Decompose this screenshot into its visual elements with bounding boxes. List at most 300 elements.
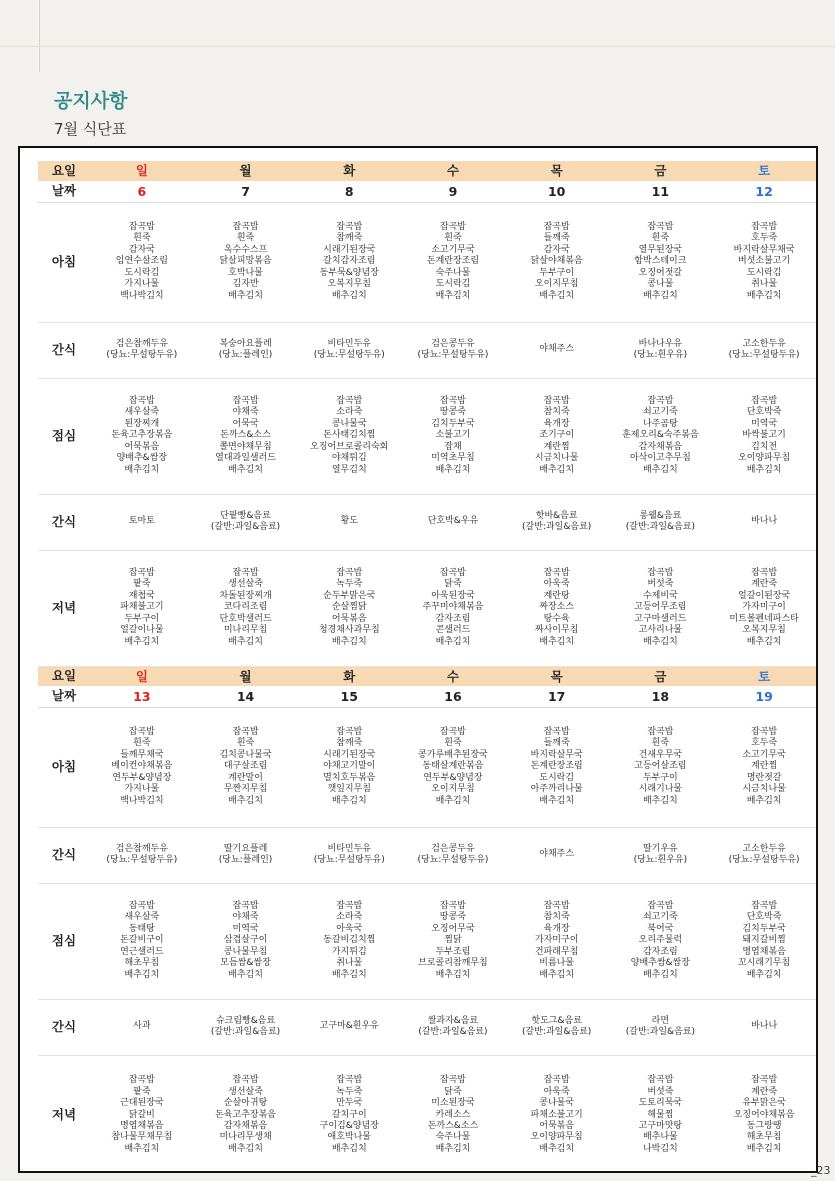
weekday-label: 요일 (38, 161, 90, 181)
menu-item: 도시락김 (746, 267, 782, 278)
menu-item: 도시락김 (435, 279, 471, 290)
menu-item: 김치전 (751, 441, 778, 452)
menu-item: 연두부&양념장 (423, 772, 483, 783)
menu-item: 얼갈이나물 (120, 625, 164, 636)
menu-item: 백나박김치 (120, 795, 164, 806)
weekday-cell: 수 (401, 666, 505, 686)
menu-item: 가지나물 (124, 279, 160, 290)
menu-item: 잡곡밥 (647, 727, 674, 738)
menu-item: 잡곡밥 (751, 568, 778, 579)
menu-item: 배추김치 (642, 464, 678, 475)
menu-item: 찜닭 (444, 935, 462, 946)
menu-item: 청경채사과무침 (318, 625, 380, 636)
menu-item: 배추김치 (435, 1143, 471, 1154)
date-cell: 12 (712, 181, 816, 202)
menu-item: 돈육고추장볶음 (215, 1109, 276, 1120)
menu-item: 계란죽 (751, 579, 778, 590)
menu-item: 잡곡밥 (336, 396, 363, 407)
menu-item: (갈반:과일&음료) (210, 1027, 281, 1037)
menu-item: 딸기요플레 (223, 843, 268, 854)
breakfast-cell (609, 202, 713, 322)
menu-item: 계란찜 (751, 761, 778, 772)
weekday-cell: 일 (90, 666, 194, 686)
menu-item: 잡곡밥 (232, 901, 259, 912)
menu-item: 오이양파무침 (738, 453, 791, 464)
snack1-cell (90, 827, 194, 883)
snack1-cell (401, 322, 505, 378)
menu-item: 배추김치 (124, 1143, 160, 1154)
menu-frame (18, 146, 818, 1173)
menu-item: 핫도그&음료 (531, 1015, 582, 1026)
menu-item: 동부묵&양념장 (319, 267, 379, 278)
snack1-label: 간식 (38, 827, 90, 883)
breakfast-cell (712, 707, 816, 827)
menu-item: 소불고기 (435, 430, 471, 441)
menu-item: 잡곡밥 (543, 568, 570, 579)
dinner-cell (297, 1055, 401, 1175)
menu-item: 시금치나물 (534, 453, 579, 464)
menu-item: 들깨죽 (543, 233, 570, 244)
menu-item: 두부구이 (124, 613, 160, 624)
menu-item: 숙주나물 (435, 1132, 471, 1143)
menu-item: 잡곡밥 (751, 901, 778, 912)
date-row (38, 181, 816, 202)
weekday-cell: 화 (297, 161, 401, 181)
menu-item: 순두부맑은국 (323, 590, 376, 601)
dinner-cell (505, 550, 609, 666)
menu-item: 검은콩두유 (431, 843, 475, 854)
menu-item: 복숭아요플레 (219, 338, 272, 349)
snack2-row (38, 494, 816, 550)
menu-item: 호박나물 (228, 267, 263, 278)
dinner-cell (90, 550, 194, 666)
snack2-cell (90, 999, 194, 1055)
menu-item: 잡곡밥 (751, 222, 778, 233)
menu-item: 배추김치 (642, 636, 678, 647)
menu-item: 흰죽 (651, 233, 670, 244)
lunch-cell (297, 883, 401, 999)
snack2-cell (712, 999, 816, 1055)
menu-item: 라면 (651, 1015, 670, 1026)
lunch-cell (609, 883, 713, 999)
menu-item: 잡채 (444, 441, 462, 452)
menu-item: (당뇨:무설탕두유) (728, 350, 800, 360)
menu-item: 얼갈이된장국 (738, 590, 791, 601)
menu-item: 해물찜 (647, 1109, 674, 1120)
menu-item: 잡곡밥 (543, 727, 570, 738)
snack1-cell (194, 322, 298, 378)
menu-item: 흰죽 (133, 738, 151, 749)
weekday-cell: 월 (194, 666, 298, 686)
snack1-row (38, 322, 816, 378)
menu-item: 콩나물 (647, 279, 674, 290)
menu-item: 고소한두유 (742, 338, 786, 349)
lunch-cell (505, 378, 609, 494)
menu-item: 동갈비김치찜 (323, 935, 376, 946)
menu-item: (갈반:과일&음료) (625, 1027, 695, 1037)
menu-item: 어묵볶음 (331, 613, 367, 624)
menu-item: 단팥빵&음료 (220, 510, 271, 521)
menu-item: 배추김치 (642, 969, 678, 980)
lunch-cell (194, 883, 298, 999)
menu-item: 닭살야채볶음 (530, 256, 583, 267)
menu-item: 야채고기말이 (323, 761, 376, 772)
menu-item: 잡곡밥 (232, 727, 259, 738)
menu-item: 오이지무침 (431, 784, 475, 795)
menu-item: 쌀과자&음료 (427, 1015, 479, 1026)
menu-item: 닭갈비 (128, 1109, 155, 1120)
menu-item: 어묵볶음 (124, 441, 160, 452)
menu-item: (당뇨:무설탕두유) (313, 855, 385, 865)
menu-item: 열무된장국 (638, 244, 683, 255)
menu-item: 바싹불고기 (742, 430, 786, 441)
menu-item: 바나나 (751, 516, 778, 527)
menu-item: 탕수육 (543, 613, 570, 624)
date-row (38, 686, 816, 707)
menu-item: 미소된장국 (431, 1098, 475, 1109)
menu-item: 바지락살무채국 (733, 244, 795, 255)
weekday-cell: 수 (401, 161, 505, 181)
menu-item: 도시락김 (539, 772, 575, 783)
menu-item: 잡곡밥 (128, 727, 155, 738)
page-subtitle: 7월 식단표 (54, 120, 127, 138)
menu-item: 잡곡밥 (232, 222, 259, 233)
dinner-row (38, 1055, 816, 1175)
menu-item: 배추김치 (539, 464, 575, 475)
menu-item: 잡곡밥 (336, 1075, 363, 1086)
menu-item: 배추김치 (746, 1143, 782, 1154)
decorative-vertical-line (39, 0, 40, 72)
menu-item: 배추김치 (642, 290, 678, 301)
dinner-cell (712, 550, 816, 666)
menu-item: 배추김치 (746, 464, 782, 475)
menu-item: 배추김치 (746, 636, 782, 647)
snack1-cell (505, 827, 609, 883)
menu-item: 미역국 (232, 923, 259, 934)
date-label: 날짜 (38, 686, 90, 707)
menu-item: 건새우무국 (638, 749, 683, 760)
menu-item: 시래기된장국 (323, 244, 376, 255)
menu-item: (당뇨:무설탕두유) (417, 350, 489, 360)
menu-item: 버섯죽 (647, 1086, 674, 1097)
snack1-row (38, 827, 816, 883)
menu-item: 잡곡밥 (439, 1075, 466, 1086)
breakfast-cell (297, 202, 401, 322)
date-cell: 8 (297, 181, 401, 202)
lunch-cell (712, 883, 816, 999)
menu-item: 잡곡밥 (751, 396, 778, 407)
menu-item: (당뇨:플레인) (218, 350, 273, 360)
snack2-cell (297, 999, 401, 1055)
menu-item: 호두죽 (751, 233, 778, 244)
menu-item: 소고기무국 (431, 244, 475, 255)
meal-menu-table (38, 161, 816, 1175)
menu-item: 생선살죽 (228, 1086, 263, 1097)
menu-item: 돈사태김치찜 (323, 430, 376, 441)
menu-item: 잡곡밥 (128, 901, 155, 912)
menu-item: 흰죽 (651, 738, 670, 749)
menu-item: 미나리무생채 (219, 1132, 272, 1143)
date-cell: 10 (505, 181, 609, 202)
menu-item: 감자국 (128, 244, 155, 255)
menu-item: 잡곡밥 (336, 222, 363, 233)
menu-item: 아욱국 (336, 923, 363, 934)
menu-item: 사과 (133, 1021, 151, 1032)
menu-item: 잡곡밥 (232, 568, 259, 579)
menu-item: 북어국 (647, 923, 674, 934)
snack2-cell (194, 999, 298, 1055)
snack1-cell (297, 322, 401, 378)
menu-item: 잡곡밥 (543, 1075, 570, 1086)
menu-item: 오징어무국 (431, 923, 475, 934)
breakfast-label: 아침 (38, 202, 90, 322)
lunch-cell (194, 378, 298, 494)
menu-item: 배추김치 (746, 969, 782, 980)
menu-item: 도시락김 (124, 267, 160, 278)
menu-item: 쇠고기죽 (642, 407, 678, 418)
menu-item: 잡곡밥 (232, 1075, 259, 1086)
weekday-label: 요일 (38, 666, 90, 686)
date-cell: 9 (401, 181, 505, 202)
date-cell: 7 (194, 181, 298, 202)
snack1-cell (712, 322, 816, 378)
breakfast-label: 아침 (38, 707, 90, 827)
dinner-cell (609, 1055, 713, 1175)
menu-item: 고등어무조림 (634, 602, 687, 613)
menu-item: 미트볼펜네파스타 (729, 613, 799, 624)
snack2-cell (712, 494, 816, 550)
menu-item: 배추김치 (435, 969, 471, 980)
menu-item: 배추김치 (228, 636, 263, 647)
menu-item: 배추김치 (124, 636, 160, 647)
snack2-cell (401, 999, 505, 1055)
menu-item: 멸치호두볶음 (323, 772, 376, 783)
menu-item: 오이지무침 (534, 279, 579, 290)
menu-item: 연두부&양념장 (112, 772, 172, 783)
menu-item: 조기구이 (539, 430, 575, 441)
menu-item: 참깨죽 (336, 738, 363, 749)
menu-item: 김치두부국 (431, 418, 475, 429)
menu-item: 가지튀김 (331, 946, 367, 957)
snack2-cell (505, 999, 609, 1055)
menu-item: 모듬쌈&쌈장 (220, 958, 271, 969)
dinner-cell (401, 550, 505, 666)
menu-item: 호두죽 (751, 738, 778, 749)
snack1-cell (297, 827, 401, 883)
menu-item: 배추김치 (539, 795, 575, 806)
menu-item: 짜장소스 (539, 602, 575, 613)
menu-item: 쫄면야채무침 (219, 441, 272, 452)
menu-item: (당뇨:무설탕두유) (106, 855, 178, 865)
dinner-cell (401, 1055, 505, 1175)
menu-item: (당뇨:무설탕두유) (313, 350, 385, 360)
menu-item: 돈까스&소스 (427, 1120, 479, 1131)
menu-item: 베이컨야채볶음 (111, 761, 173, 772)
menu-item: 배추나물 (642, 1132, 678, 1143)
menu-item: 계란죽 (751, 1086, 778, 1097)
menu-item: 새우살죽 (124, 407, 160, 418)
dinner-cell (297, 550, 401, 666)
menu-item: 아욱죽 (543, 579, 570, 590)
dinner-cell (712, 1055, 816, 1175)
menu-item: 콘샐러드 (435, 625, 471, 636)
snack1-cell (401, 827, 505, 883)
date-cell: 19 (712, 686, 816, 707)
snack1-cell (609, 827, 713, 883)
lunch-label: 점심 (38, 883, 90, 999)
menu-item: 계란탕 (543, 590, 570, 601)
menu-item: 배추김치 (228, 1143, 263, 1154)
menu-item: 잡곡밥 (439, 568, 466, 579)
menu-item: 시금치나물 (742, 784, 786, 795)
menu-item: (갈반:과일&음료) (522, 522, 592, 532)
menu-item: 야채튀김 (331, 453, 367, 464)
menu-item: 잡곡밥 (439, 727, 466, 738)
menu-item: 코다리조림 (223, 602, 268, 613)
menu-item: 미나리무침 (223, 625, 268, 636)
breakfast-cell (401, 202, 505, 322)
menu-item: 잡곡밥 (647, 396, 674, 407)
menu-item: 콩나물무침 (223, 946, 268, 957)
menu-item: 갈치구이 (331, 1109, 367, 1120)
menu-item: 도토리묵국 (638, 1098, 683, 1109)
breakfast-row (38, 202, 816, 322)
menu-item: 땅콩죽 (439, 407, 466, 418)
breakfast-cell (194, 707, 298, 827)
menu-item: 소라죽 (336, 912, 363, 923)
snack1-cell (609, 322, 713, 378)
menu-item: 팥죽 (133, 1086, 151, 1097)
menu-item: 흰죽 (444, 738, 462, 749)
menu-item: (당뇨:플레인) (218, 855, 273, 865)
dinner-label: 저녁 (51, 1107, 77, 1123)
menu-item: 검은참깨두유 (115, 338, 168, 349)
snack1-cell (194, 827, 298, 883)
lunch-cell (609, 378, 713, 494)
snack1-cell (712, 827, 816, 883)
menu-item: 파채소불고기 (530, 1109, 583, 1120)
date-cell: 11 (609, 181, 713, 202)
lunch-cell (712, 378, 816, 494)
page-number: _23 (811, 1164, 831, 1177)
menu-item: 오리주물럭 (638, 935, 683, 946)
menu-item: 대구살조림 (223, 761, 268, 772)
lunch-cell (401, 378, 505, 494)
menu-item: 오복지무침 (327, 279, 371, 290)
menu-item: 연근샐러드 (120, 946, 164, 957)
menu-item: 함박스테이크 (634, 256, 687, 267)
weekday-cell: 화 (297, 666, 401, 686)
menu-item: 돈계란장조림 (426, 256, 480, 267)
menu-item: 배추김치 (746, 290, 782, 301)
menu-item: 해초무침 (746, 1132, 782, 1143)
menu-item: 시래기된장국 (323, 749, 376, 760)
menu-item: 돈갈비구이 (120, 935, 164, 946)
menu-item: 핫바&음료 (535, 510, 578, 521)
menu-item: 배추김치 (331, 1143, 367, 1154)
dinner-label: 저녁 (38, 550, 90, 666)
menu-item: 숙주나물 (435, 267, 471, 278)
lunch-label: 점심 (38, 378, 90, 494)
breakfast-cell (401, 707, 505, 827)
menu-item: 바지락살무국 (530, 749, 583, 760)
menu-item: 잡곡밥 (647, 222, 674, 233)
weekday-cell: 목 (505, 161, 609, 181)
menu-item: 검은콩두유 (431, 338, 475, 349)
menu-item: 잡곡밥 (647, 568, 674, 579)
menu-item: 소고기무국 (742, 749, 786, 760)
menu-item: 야채주스 (539, 849, 575, 860)
menu-item: 콩나물국 (539, 1098, 575, 1109)
menu-item: 파채불고기 (120, 602, 164, 613)
menu-item: 재첩국 (128, 590, 155, 601)
weekday-cell: 금 (609, 666, 713, 686)
menu-item: 잡곡밥 (439, 222, 466, 233)
snack2-cell (194, 494, 298, 550)
menu-item: 명엽채볶음 (120, 1120, 164, 1131)
menu-item: (갈반:과일&음료) (418, 1027, 488, 1037)
snack1-cell (505, 322, 609, 378)
menu-item: 흰죽 (133, 233, 151, 244)
menu-item: 동태살계란볶음 (422, 761, 484, 772)
menu-item: 배추김치 (435, 290, 471, 301)
menu-item: 감자채볶음 (638, 441, 683, 452)
menu-item: (갈반:과일&음료) (522, 1027, 592, 1037)
breakfast-cell (90, 202, 194, 322)
menu-item: 잡곡밥 (647, 901, 674, 912)
menu-item: 카레소스 (435, 1109, 471, 1120)
menu-item: 시래기나물 (638, 784, 683, 795)
menu-item: 건파래무침 (534, 946, 579, 957)
date-cell: 16 (401, 686, 505, 707)
menu-item: 근대된장국 (120, 1098, 164, 1109)
menu-item: 딸기우유 (642, 843, 678, 854)
menu-item: 배추김치 (539, 636, 575, 647)
menu-item: 오이양파무침 (530, 1132, 583, 1143)
menu-item: 취나물 (336, 958, 363, 969)
lunch-row (38, 378, 816, 494)
dinner-cell (505, 1055, 609, 1175)
menu-item: 잡곡밥 (232, 396, 259, 407)
menu-item: 동태탕 (128, 923, 155, 934)
dinner-row (38, 550, 816, 666)
lunch-cell (297, 378, 401, 494)
menu-item: 순살아귀탕 (223, 1098, 268, 1109)
menu-item: 배추김치 (228, 795, 263, 806)
date-cell: 6 (90, 181, 194, 202)
dinner-cell (194, 550, 298, 666)
menu-item: 배추김치 (539, 1143, 575, 1154)
menu-item: 야채죽 (232, 912, 259, 923)
menu-item: (당뇨:무설탕두유) (728, 855, 800, 865)
menu-item: 녹두죽 (336, 579, 363, 590)
menu-item: 계란찜 (543, 441, 570, 452)
lunch-cell (505, 883, 609, 999)
menu-item: 땅콩죽 (439, 912, 466, 923)
menu-item: 오징어야채볶음 (733, 1109, 795, 1120)
menu-item: 배추김치 (539, 290, 575, 301)
menu-item: 잡곡밥 (543, 222, 570, 233)
menu-item: 닭죽 (444, 1086, 462, 1097)
menu-item: 배추김치 (228, 290, 263, 301)
menu-item: 흰죽 (236, 738, 255, 749)
snack1-label: 간식 (38, 322, 90, 378)
menu-item: 단호박죽 (746, 407, 782, 418)
menu-item: 잡곡밥 (751, 727, 778, 738)
menu-item: 배추김치 (331, 636, 367, 647)
menu-item: 계란말이 (228, 772, 263, 783)
menu-item: 배추김치 (228, 969, 263, 980)
